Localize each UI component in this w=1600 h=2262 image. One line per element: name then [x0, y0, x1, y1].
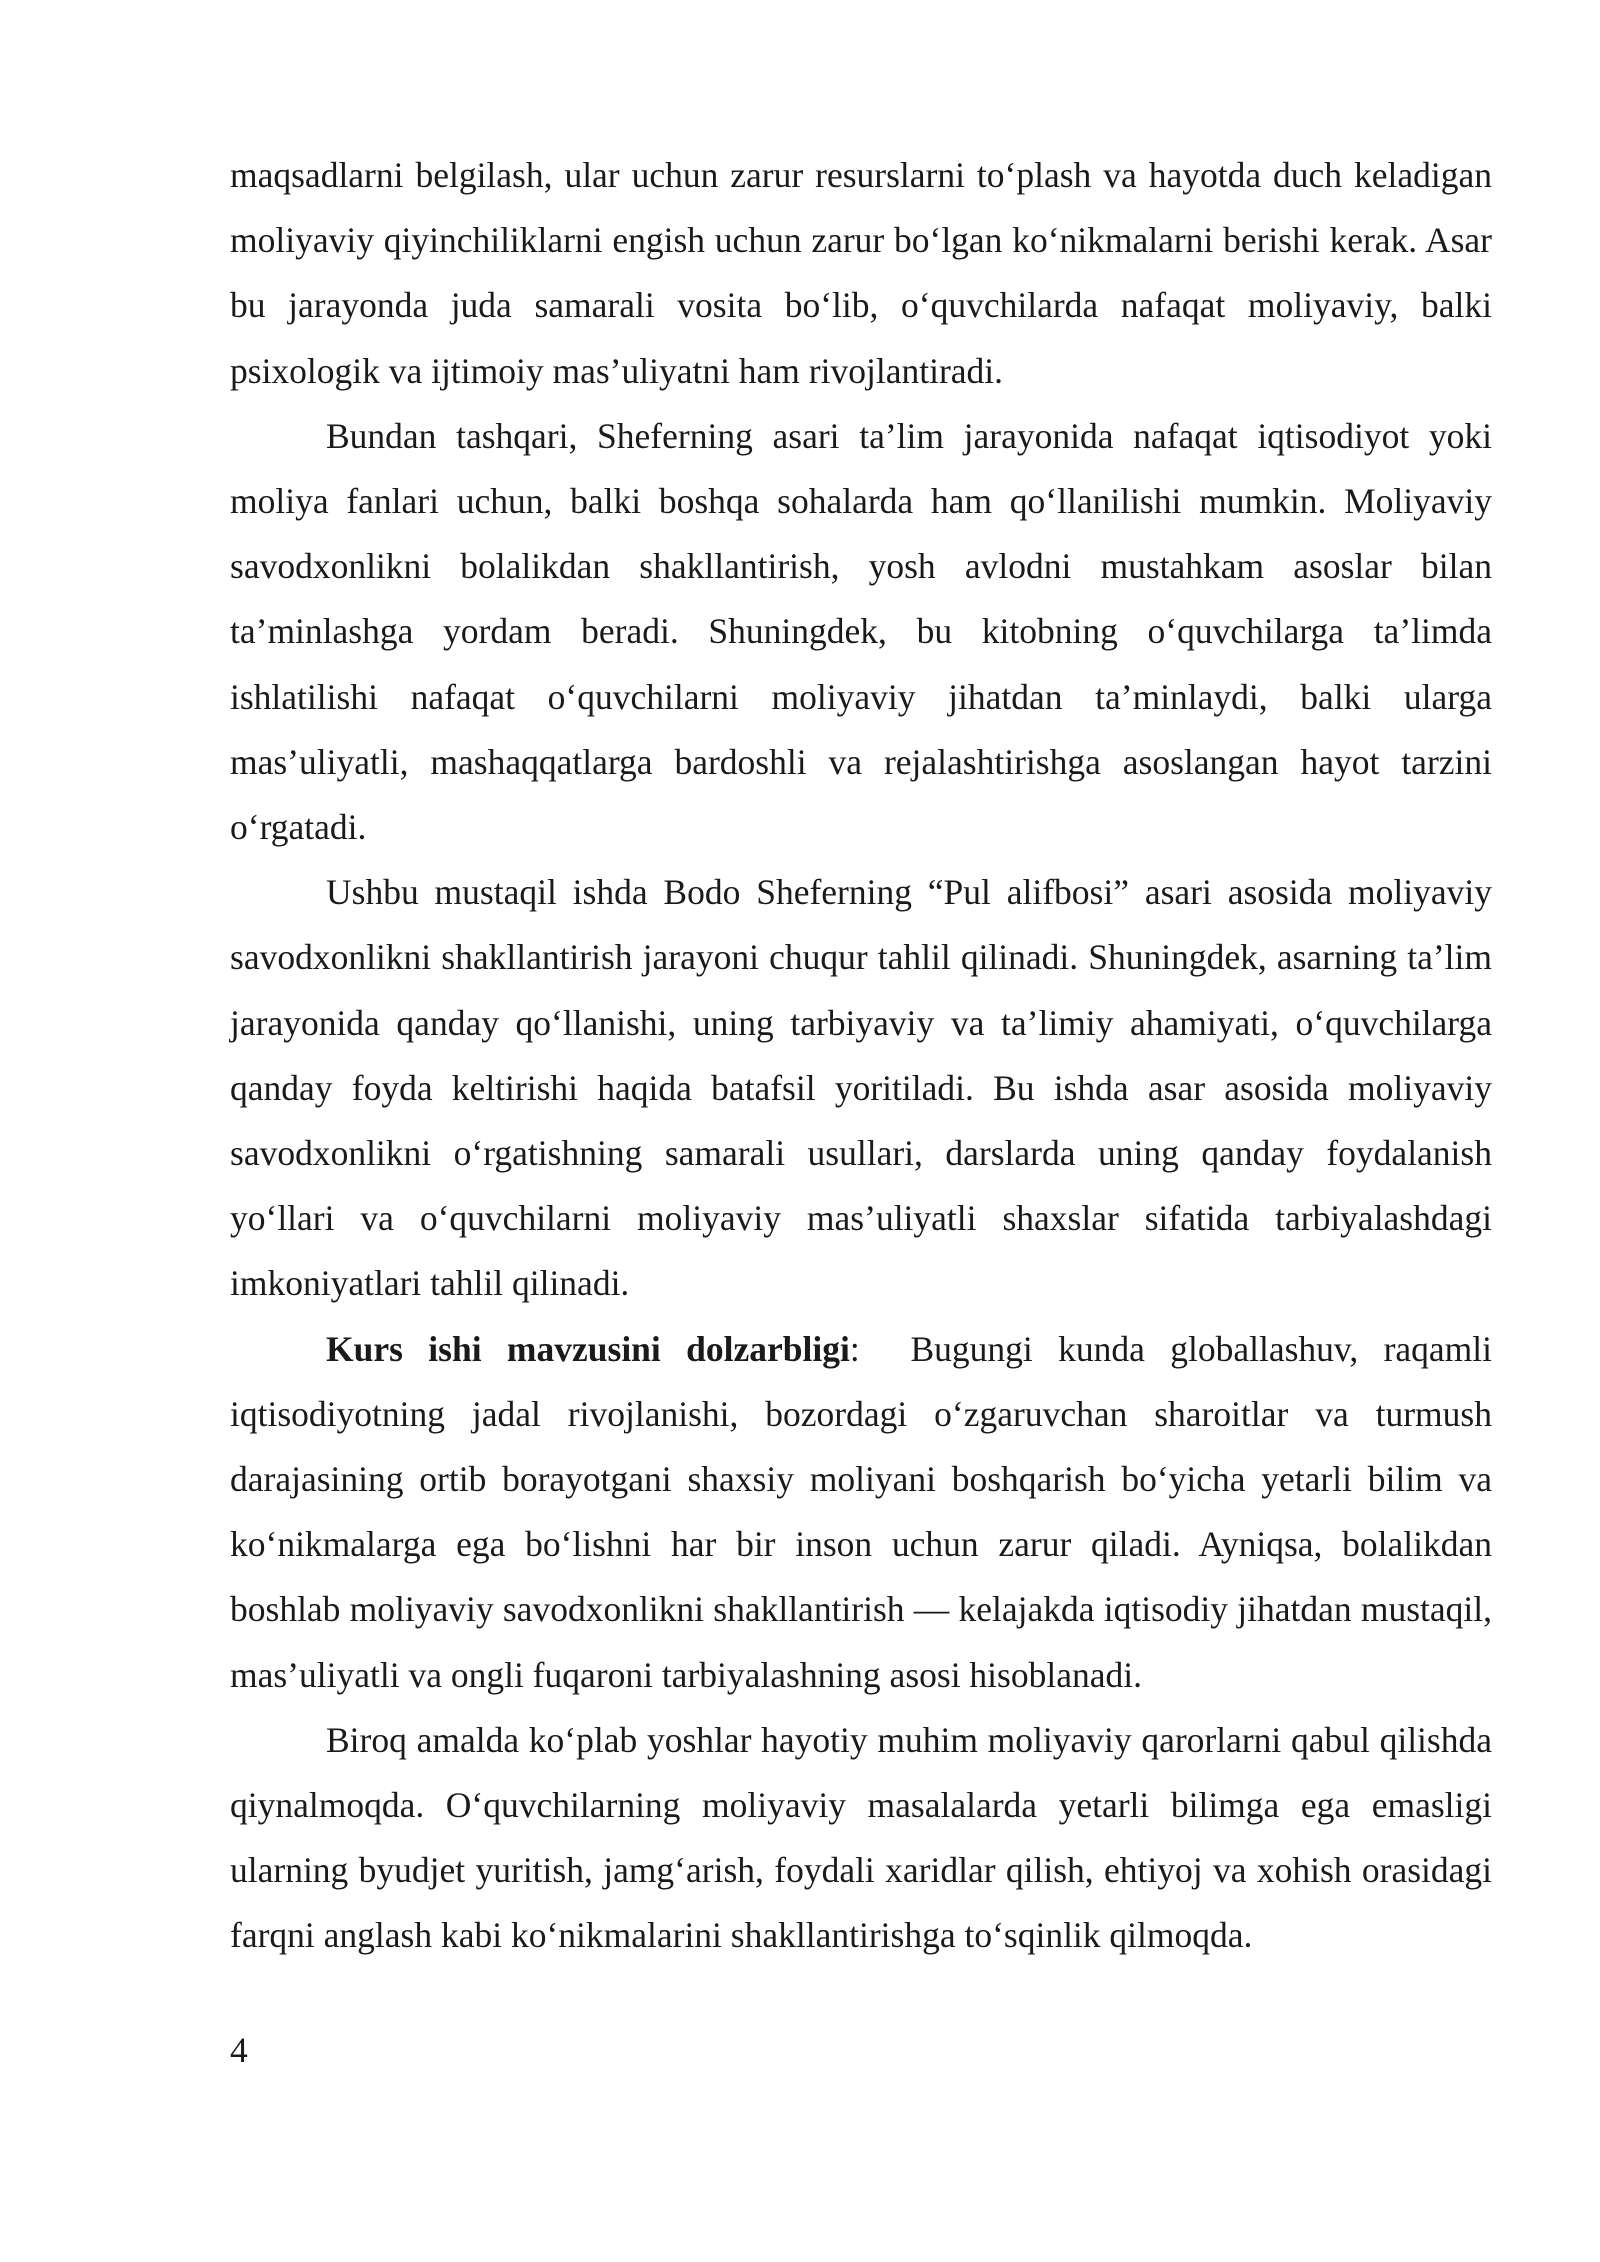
relevance-heading: Kurs ishi mavzusini dolzarbligi — [326, 1328, 850, 1369]
document-page — [230, 143, 1492, 1969]
relevance-body: Bugungi kunda globallashuv, raqamli iqtisodiyotning jadal rivojlanishi, bozordagi o‘zgaruvchan sharoitlar va turmush darajasining ortib borayotgani shaxsiy moliyani boshqarish bo‘yicha yetarli bilim va ko‘nikmalarga ega bo‘lishni har bir inson uchun zarur qiladi. Ayniqsa, bolalikdan boshlab moliyaviy savodxonlikni shakllantirish — kelajakda iqtisodiy jihatdan mustaqil, mas’uliyatli va ongli fuqaroni tarbiyalashning asosi hisoblanadi. — [230, 1328, 1492, 1695]
paragraph-relevance — [230, 1317, 1492, 1708]
paragraph-3: Ushbu mustaqil ishda Bodo Sheferning “Pul alifbosi” asari asosida moliyaviy savodxonlikni shakllantirish jarayoni chuqur tahlil qilinadi. Shuningdek, asarning ta’lim jarayonida qanday qo‘llanishi, uning tarbiyaviy va ta’limiy ahamiyati, o‘quvchilarga qanday foyda keltirishi haqida batafsil yoritiladi. Bu ishda asar asosida moliyaviy savodxonlikni o‘rgatishning samarali usullari, darslarda uning qanday foydalanish yo‘llari va o‘quvchilarni moliyaviy mas’uliyatli shaxslar sifatida tarbiyalashdagi imkoniyatlari tahlil qilinadi. — [230, 872, 1492, 1304]
paragraph-1: maqsadlarni belgilash, ular uchun zarur resurslarni to‘plash va hayotda duch keladigan moliyaviy qiyinchiliklarni engish uchun zarur bo‘lgan ko‘nikmalarni berishi kerak. Asar bu jarayonda juda samarali vosita bo‘lib, o‘quvchilarda nafaqat moliyaviy, balki psixologik va ijtimoiy mas’uliyatni ham rivojlantiradi. — [230, 155, 1492, 391]
paragraph-2: Bundan tashqari, Sheferning asari ta’lim jarayonida nafaqat iqtisodiyot yoki moliya fanlari uchun, balki boshqa sohalarda ham qo‘llanilishi mumkin. Moliyaviy savodxonlikni bolalikdan shakllantirish, yosh avlodni mustahkam asoslar bilan ta’minlashga yordam beradi. Shuningdek, bu kitobning o‘quvchilarga ta’limda ishlatilishi nafaqat o‘quvchilarni moliyaviy jihatdan ta’minlaydi, balki ularga mas’uliyatli, mashaqqatlarga bardoshli va rejalashtirishga asoslangan hayot tarzini o‘rgatadi. — [230, 415, 1492, 848]
page-number: 4 — [230, 2030, 248, 2070]
paragraph-5: Biroq amalda ko‘plab yoshlar hayotiy muhim moliyaviy qarorlarni qabul qilishda qiynalmoqda. O‘quvchilarning moliyaviy masalalarda yetarli bilimga ega emasligi ularning byudjet yuritish, jamg‘arish, foydali xaridlar qilish, ehtiyoj va xohish orasidagi farqni anglash kabi ko‘nikmalarini shakllantirishga to‘sqinlik qilmoqda. — [230, 1719, 1492, 1956]
relevance-colon: : — [849, 1328, 860, 1369]
